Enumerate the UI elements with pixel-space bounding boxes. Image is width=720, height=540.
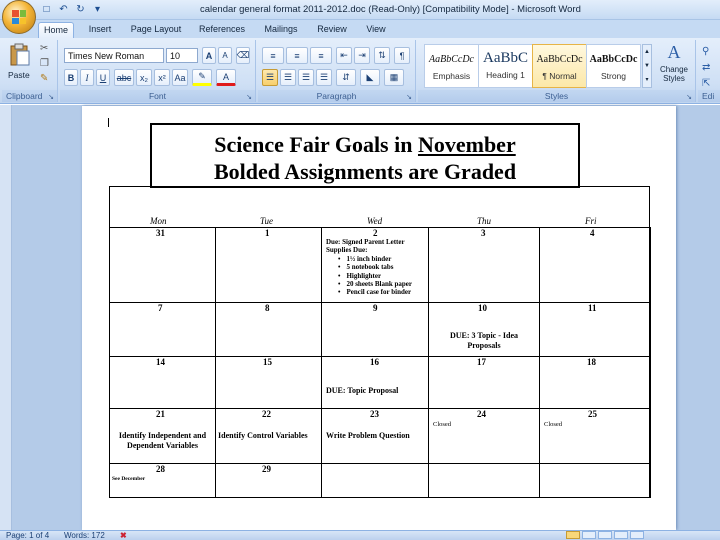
font-group-label: Font	[60, 90, 255, 102]
cell-note: Identify Control Variables	[218, 431, 308, 440]
style-heading-1[interactable]	[478, 44, 533, 88]
office-button[interactable]	[2, 0, 36, 34]
style-name: ¶ Normal	[542, 71, 577, 81]
increase-indent-icon[interactable]: ⇥	[354, 47, 370, 64]
calendar-cell[interactable]	[322, 409, 429, 464]
calendar-week-row	[110, 303, 651, 357]
day-number: 25	[588, 409, 597, 419]
outline-icon[interactable]	[614, 531, 628, 539]
note-line: Due: Signed Parent Letter	[326, 238, 405, 246]
web-layout-icon[interactable]	[598, 531, 612, 539]
calendar-cell[interactable]	[216, 409, 322, 464]
redo-icon[interactable]: ↻	[76, 4, 85, 15]
tab-references[interactable]: References	[198, 24, 246, 34]
cell-note: See December	[112, 476, 146, 482]
shrink-font-icon[interactable]: A	[218, 47, 232, 64]
paragraph-launcher-icon[interactable]: ↘	[406, 94, 412, 101]
ribbon	[0, 38, 720, 104]
day-number: 8	[265, 303, 270, 313]
align-left-icon[interactable]: ☰	[262, 69, 278, 86]
clipboard-group-label: Clipboard	[2, 90, 57, 102]
calendar-cell[interactable]	[429, 303, 540, 357]
font-launcher-icon[interactable]: ↘	[246, 94, 252, 101]
align-center-icon[interactable]: ☰	[280, 69, 296, 86]
day-number: 4	[590, 228, 595, 238]
title-bar	[0, 0, 720, 20]
font-size-field[interactable]: 10	[166, 48, 198, 63]
calendar-cell[interactable]	[429, 464, 540, 498]
styles-group-label: Styles	[418, 90, 695, 102]
replace-icon[interactable]: ⇄	[702, 62, 711, 73]
borders-icon[interactable]: ▦	[384, 69, 404, 86]
customize-qat-icon[interactable]: ▾	[94, 4, 101, 15]
day-number: 29	[262, 464, 271, 474]
tab-page-layout[interactable]: Page Layout	[130, 24, 182, 34]
calendar-cell[interactable]	[540, 228, 651, 303]
calendar-cell[interactable]	[322, 464, 429, 498]
calendar-cell[interactable]	[429, 409, 540, 464]
supply-item: • 5 notebook tabs	[326, 263, 412, 271]
clipboard-launcher-icon[interactable]: ↘	[48, 94, 54, 101]
change-styles-label: Change Styles	[659, 65, 689, 83]
paste-icon[interactable]	[6, 42, 34, 68]
supply-item: • Highlighter	[326, 272, 412, 280]
day-number: 11	[588, 303, 597, 313]
numbering-icon[interactable]: ≡	[286, 47, 308, 64]
day-header-wed: Wed	[367, 216, 383, 226]
shading-icon[interactable]: ◣	[360, 69, 380, 86]
editing-group	[698, 40, 720, 102]
quick-access-toolbar	[40, 3, 104, 16]
save-icon[interactable]: □	[43, 4, 50, 15]
style-sample: AaBbCcDc	[429, 54, 474, 65]
calendar-cell[interactable]	[216, 228, 322, 303]
full-screen-icon[interactable]	[582, 531, 596, 539]
calendar-week-row	[110, 464, 651, 498]
day-number: 21	[156, 409, 165, 419]
change-case-icon[interactable]: Aa	[172, 69, 188, 86]
day-number: 3	[481, 228, 486, 238]
highlight-icon[interactable]: ✎	[192, 69, 212, 86]
calendar-cell[interactable]	[429, 228, 540, 303]
calendar-cell[interactable]	[429, 357, 540, 409]
status-bar	[0, 530, 720, 540]
day-number: 18	[587, 357, 596, 367]
day-number: 16	[370, 357, 379, 367]
multilevel-list-icon[interactable]: ≡	[310, 47, 332, 64]
calendar-week-row	[110, 228, 651, 303]
day-number: 7	[158, 303, 163, 313]
title-prefix: Science Fair Goals in	[214, 132, 418, 157]
day-header-mon: Mon	[150, 216, 167, 226]
calendar-cell[interactable]	[322, 357, 429, 409]
supply-item: • 20 sheets Blank paper	[326, 280, 412, 288]
style-emphasis[interactable]	[424, 44, 479, 88]
title-line-2: Bolded Assignments are Graded	[213, 159, 517, 184]
decrease-indent-icon[interactable]: ⇤	[336, 47, 352, 64]
subscript-button[interactable]: x₂	[136, 69, 152, 86]
change-styles-button[interactable]	[654, 42, 694, 83]
day-number: 2	[373, 228, 378, 238]
style-sample: AaBbCcDc	[589, 54, 638, 65]
cell-note: DUE: 3 Topic - Idea Proposals	[449, 331, 518, 350]
day-number: 9	[373, 303, 378, 313]
tab-review[interactable]: Review	[317, 24, 347, 34]
calendar-cell[interactable]	[216, 303, 322, 357]
clipboard-group	[2, 40, 58, 102]
view-buttons	[566, 531, 716, 540]
find-icon[interactable]: ⚲	[702, 46, 710, 57]
day-header-thu: Thu	[477, 216, 492, 226]
text-cursor	[108, 118, 109, 127]
paragraph-group	[258, 40, 416, 102]
cell-note: Write Problem Question	[326, 431, 410, 440]
calendar-cell[interactable]	[110, 303, 216, 357]
line-spacing-icon[interactable]: ⇵	[336, 69, 356, 86]
calendar-cell[interactable]	[540, 464, 651, 498]
italic-button[interactable]: I	[80, 69, 94, 86]
calendar-cell[interactable]	[110, 228, 216, 303]
word-count[interactable]: Words: 172	[64, 531, 105, 540]
tab-insert[interactable]: Insert	[88, 24, 112, 34]
day-number: 10	[478, 303, 487, 313]
cut-icon[interactable]: ✂	[40, 43, 49, 54]
style-sample: AaBbCcDc	[536, 54, 583, 65]
title-line-1	[152, 131, 578, 158]
cell-note: DUE: Topic Proposal	[326, 386, 399, 395]
day-number: 31	[156, 228, 165, 238]
tab-home[interactable]: Home	[38, 22, 74, 38]
editing-group-label: Edi	[698, 90, 720, 102]
font-color-icon[interactable]: A	[216, 69, 236, 86]
style-name: Strong	[600, 71, 627, 81]
day-number: 23	[370, 409, 379, 419]
paste-button[interactable]: Paste	[8, 70, 30, 80]
office-logo-icon	[12, 10, 26, 24]
calendar-cell[interactable]	[322, 303, 429, 357]
calendar-week-row	[110, 409, 651, 464]
styles-scroll-icon[interactable]: ▲ ▼ ▾	[642, 44, 652, 88]
calendar-cell[interactable]	[322, 228, 429, 303]
ribbon-tabs	[0, 20, 720, 38]
note-line: Supplies Due:	[326, 246, 368, 255]
supply-item: • Pencil case for binder	[326, 288, 412, 296]
tab-view[interactable]: View	[366, 24, 386, 34]
calendar-week-row	[110, 357, 651, 409]
copy-icon[interactable]: ❐	[40, 58, 49, 69]
justify-icon[interactable]: ☰	[316, 69, 332, 86]
show-marks-icon[interactable]: ¶	[394, 47, 410, 64]
cell-note: Identify Independent and Dependent Variables	[118, 431, 207, 450]
superscript-button[interactable]: x²	[154, 69, 170, 86]
day-number: 22	[262, 409, 271, 419]
grow-font-icon[interactable]: A	[202, 47, 216, 64]
title-month: November	[417, 132, 516, 157]
day-header-tue: Tue	[260, 216, 274, 226]
align-right-icon[interactable]: ☰	[298, 69, 314, 86]
select-icon[interactable]: ⇱	[702, 78, 711, 89]
supplies-list	[326, 255, 412, 297]
styles-group	[418, 40, 696, 102]
calendar-cell[interactable]	[110, 409, 216, 464]
format-painter-icon[interactable]: ✎	[40, 73, 49, 84]
vertical-ruler	[0, 105, 12, 530]
day-number: 14	[156, 357, 165, 367]
cell-note	[326, 238, 412, 297]
tab-mailings[interactable]: Mailings	[264, 24, 298, 34]
styles-launcher-icon[interactable]: ↘	[686, 94, 692, 101]
style-name: Heading 1	[486, 70, 525, 80]
style-name: Emphasis	[432, 71, 471, 81]
calendar-cell[interactable]	[216, 357, 322, 409]
day-number: 28	[156, 464, 165, 474]
calendar-cell[interactable]	[216, 464, 322, 498]
sort-icon[interactable]: ⇅	[374, 47, 390, 64]
calendar-cell[interactable]	[540, 303, 651, 357]
undo-icon[interactable]: ↶	[59, 4, 68, 15]
day-header-fri: Fri	[585, 216, 597, 226]
calendar-table	[109, 227, 651, 498]
clear-format-icon[interactable]: ⌫	[236, 47, 250, 64]
day-number: 1	[265, 228, 270, 238]
window-title: calendar general format 2011-2012.doc (Read-Only) [Compatibility Mode] - Microsoft Word	[200, 4, 581, 15]
proofing-icon[interactable]: ✖	[120, 531, 127, 540]
day-number: 17	[477, 357, 486, 367]
calendar-cell[interactable]	[110, 357, 216, 409]
change-styles-icon: A	[667, 42, 681, 62]
font-name-field[interactable]: Times New Roman	[64, 48, 164, 63]
cell-note: Closed	[544, 421, 563, 428]
underline-button[interactable]: U	[96, 69, 110, 86]
bold-button[interactable]: B	[64, 69, 78, 86]
document-title-box	[150, 123, 580, 188]
cell-note: Closed	[433, 421, 452, 428]
day-number: 24	[477, 409, 486, 419]
calendar-cell[interactable]	[540, 409, 651, 464]
strikethrough-button[interactable]: abc	[114, 69, 134, 86]
paragraph-group-label: Paragraph	[258, 90, 415, 102]
print-layout-icon[interactable]	[566, 531, 580, 539]
style-normal[interactable]	[532, 44, 587, 88]
style-sample: AaBbC	[483, 50, 528, 66]
page-count[interactable]: Page: 1 of 4	[6, 531, 50, 540]
font-group	[60, 40, 256, 102]
bullets-icon[interactable]: ≡	[262, 47, 284, 64]
day-number: 15	[263, 357, 272, 367]
supply-item: • 1½ inch binder	[326, 255, 412, 263]
calendar-cell[interactable]	[110, 464, 216, 498]
calendar-cell[interactable]	[540, 357, 651, 409]
draft-icon[interactable]	[630, 531, 644, 539]
style-strong[interactable]	[586, 44, 641, 88]
